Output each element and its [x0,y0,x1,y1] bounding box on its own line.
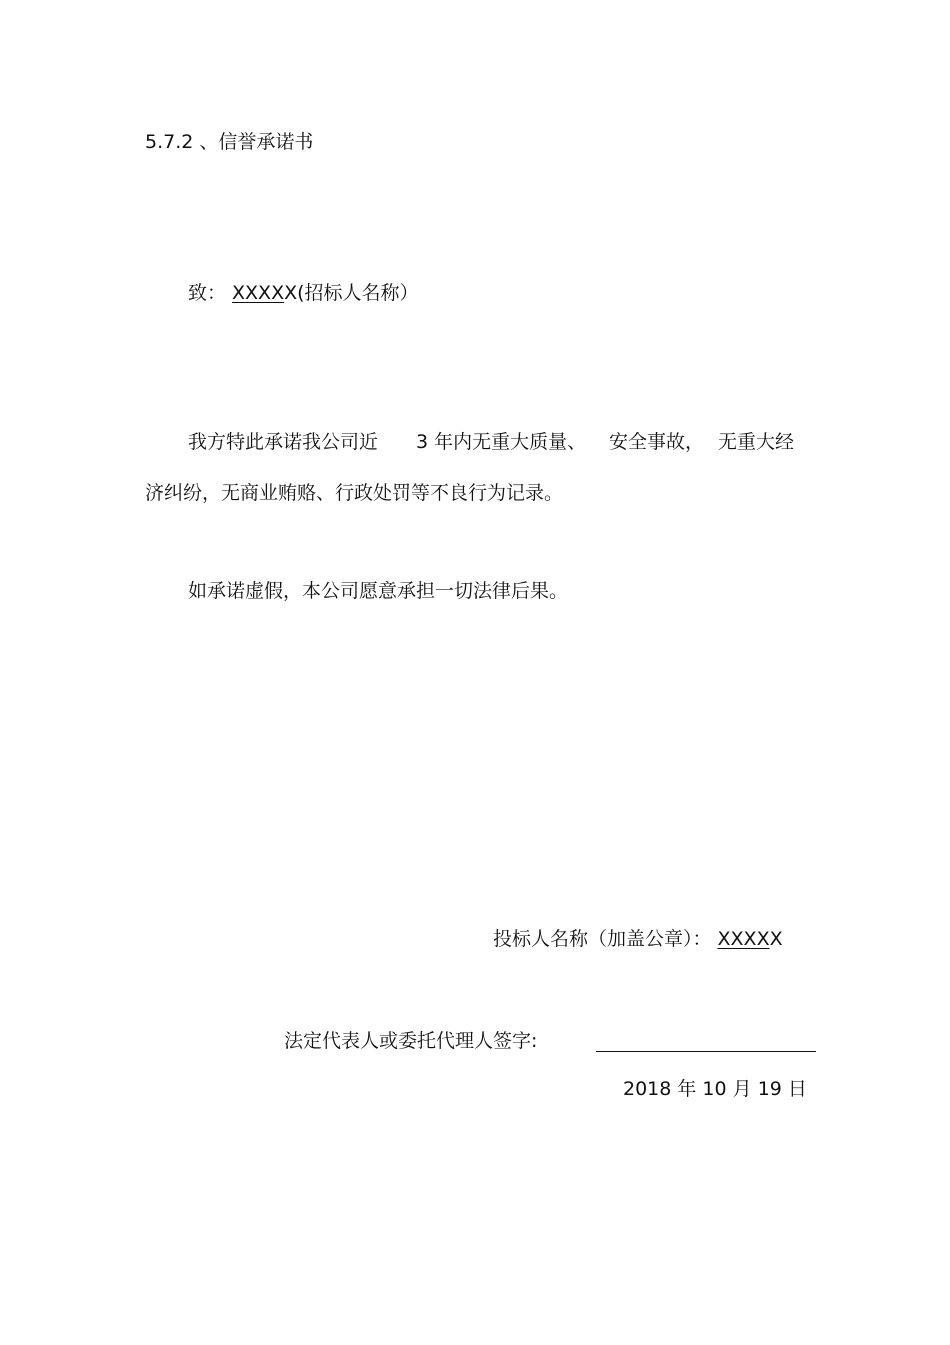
paragraph-2: 如承诺虚假，本公司愿意承担一切法律后果。 [188,580,569,602]
paragraph-1-line-2: 济纠纷，无商业贿赂、行政处罚等不良行为记录。 [145,482,564,504]
bidder-name-rest: X [769,928,783,950]
date: 2018 年 10 月 19 日 [623,1078,807,1100]
paragraph-1-line-1-c: 安全事故， [609,431,705,453]
paragraph-1-line-1-b: 3 年内无重大质量、 [416,431,587,453]
paragraph-1-line-1-a: 我方特此承诺我公司近 [188,431,379,453]
recipient-name-underlined: XXXX [232,282,285,304]
signature-label: 法定代表人或委托代理人签字: [284,1030,538,1052]
bidder-label: 投标人名称（加盖公章）： [493,928,712,950]
paragraph-1-line-1-d: 无重大经 [718,431,795,453]
recipient-prefix: 致： [188,282,227,304]
recipient-name-rest: X(招标人名称） [284,282,419,304]
bidder-name-underlined: XXXX [717,928,770,950]
signature-line [596,1051,816,1052]
bidder-line [493,930,783,949]
recipient-line [188,284,419,303]
section-heading: 5.7.2 、信誉承诺书 [145,131,314,153]
